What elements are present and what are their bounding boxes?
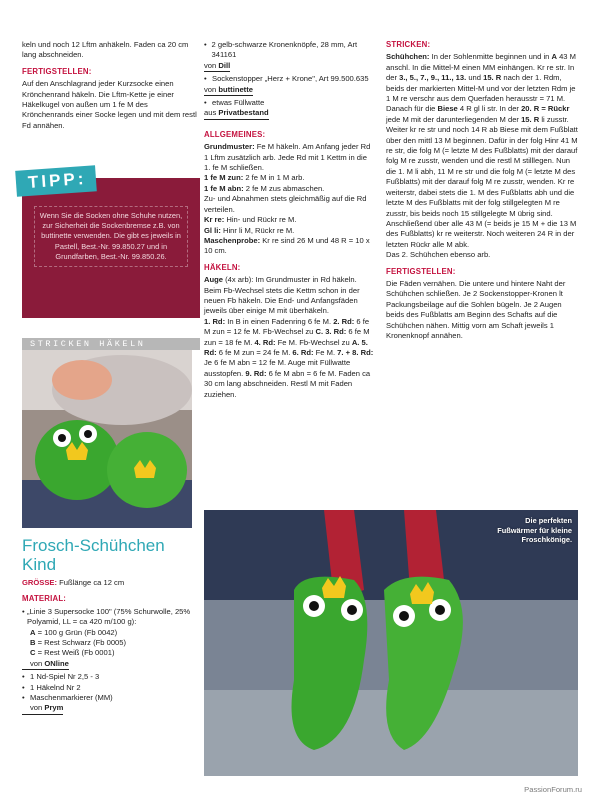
brand-dill: Dill (218, 60, 231, 70)
color-b-key: B (30, 638, 36, 648)
fertig-heading-3: FERTIGSTELLEN: (386, 266, 456, 276)
color-c: = Rest Weiß (Fb 0001) (35, 648, 115, 658)
zun-text: 2 fe M in 1 M arb. (243, 173, 305, 183)
zu-abn-text: Zu- und Abnahmen stets gleichmäßig auf die Rd verteilen. (204, 194, 367, 214)
intro-text: keln und noch 12 Lftm anhäkeln. Faden ca 20 cm lang abschneiden. (22, 40, 189, 60)
gl-text: Hinr li M, Rückr re M. (220, 225, 295, 235)
grundmuster-label: Grundmuster: (204, 142, 255, 152)
schuehchen-text: Schühchen: In der Sohlenmitte beginnen und in A 43 M anschl. In die Mittel-M einen MM einhängen. Kr re str. In der 3., 5., 7., 9., 11., 13. und 15. R nach der 1. Rdm, beids der markierten Mittel-M und vor der letzten Rdm je 1 M re verschr aus dem Querfaden herausstr = 71 M. Danach für die Biese 4 R gl li str. In der 20. R = Rückr jede M mit der darunterliegenden M der 15. R li zusstr. Weiter kr re str und noch 14 R ab Biese mit dem Fußblatt über den mittl 13 M beginnen. Dafür in der folg Hinr 41 M re str, die folg M (= letzte M des Fußblatts) mit der darauf folg M re zusstr, wenden und die restl M stilllegen. Nun die 1. M li abh, 11 M re str und die folg M (= letzte M des Fußblatts) mit der darauf folg M re zusstr, wenden. Kr re weiterstr, dabei stets die 1. M des Fußblatts abh und die letzte M des Fußblatts mit der folg stillgelegten M re zusstr, bis beids noch 15 stillgelegte M übrig sind. Anschließend über alle 43 M (= beids je 15 M + die 13 M des Fußblatts) kr re weiterstr. Noch weiteren 24 R in der letzten Rückr alle M abk. (386, 52, 578, 249)
gl-label: Gl li: (204, 225, 221, 235)
fertig-text-3: Die Fäden vernähen. Die untere und hintere Naht der Schühchen schließen. Je 2 Sockenstopper-Kronen lt Packungsbeilage auf die Sohlen bügeln. Je 2 Augen beids des Fußblatts am Beginn des Schafts auf die Schühchen nähen. Mittig vorn am Schaft jeweils 1 Kronenknopf annähen. (386, 278, 566, 340)
color-c-key: C (30, 648, 36, 658)
tipp-badge: TIPP: (15, 165, 97, 197)
category-label: STRICKEN HÄKELN (22, 338, 200, 350)
groesse-value: Fußlänge ca 12 cm (59, 578, 125, 587)
brand-prym: Prym (44, 703, 64, 713)
von-label: von (30, 658, 43, 668)
photo-caption: Die perfekten Fußwärmer für kleine Froschkönige. (497, 516, 572, 545)
frog-slippers-illustration (204, 510, 578, 776)
frog-slippers-photo (204, 510, 578, 776)
material-1: „Linie 3 Supersocke 100" (75% Schurwolle, 25% Polyamid, LL = ca 420 m/100 g): (27, 606, 191, 627)
column-3 (386, 40, 578, 347)
material-3: 1 Häkelnd Nr 2 (30, 682, 81, 692)
abn-text: 2 fe M zus abmaschen. (243, 183, 325, 193)
maschenprobe-label: Maschenprobe: (204, 235, 261, 245)
tipp-box (22, 168, 200, 318)
column-1-material: GRÖSSE: Fußlänge ca 12 cm MATERIAL: • „Linie 3 Supersocke 100" (75% Schurwolle, 25% Polyamid, LL = ca 420 m/100 g): A = 100 g Grün (Fb 0042) B = Rest Schwarz (Fb 0005) C = Rest Weiß (Fb 0001) von ONline • 1 Nd-Spiel Nr 2,5 - 3 • 1 Häkelnd Nr 2 • Maschenmarkierer (MM) von Prym (22, 578, 200, 715)
column-2: • 2 gelb-schwarze Kronenknöpfe, 28 mm, Art 341161 von Dill • Sockenstopper „Herz + Krone", Art 99.500.635 von buttinette • etwas Füllwatte aus Privatbestand ALLGEMEINES: Grundmuster: Fe M häkeln. Am Anfang jeder Rd 1 Lftm zusätzlich arb. Jede Rd mit 1 Kettm in die 1. fe M schließen. 1 fe M zun: 2 fe M in 1 M arb. 1 fe M abn: 2 fe M zus abmaschen. Zu- und Abnahmen stets gleichmäßig auf die Rd verteilen. Kr re: Hin- und Rückr re M. Gl li: Hinr li M, Rückr re M. Maschenprobe: Kr re sind 26 M und 48 R = 10 x 10 cm. HÄKELN: Auge (4x arb): Im Grundmuster in Rd häkeln. Beim Fb-Wechsel stets die Kettm schon in der neuen Fb häkeln. Die End- und Anfangsfäden jeweils über einige M mit überhäkeln. 1. Rd: In B in einen Fadenring 6 fe M. 2. Rd: 6 fe M zun = 12 fe M. Fb-Wechsel zu C. 3. Rd: 6 fe M zun = 18 fe M. 4. Rd: Fe M. Fb-Wechsel zu A. 5. Rd: 6 fe M zun = 24 fe M. 6. Rd: Fe M. 7. + 8. Rd: Je 6 fe M abn = 12 fe M. Auge mit Füllwatte ausstopfen. 9. Rd: 6 fe M abn = 6 fe M. Faden ca 30 cm lang abschneiden. Restl M mit Faden zuziehen. (204, 40, 374, 399)
color-a-key: A (30, 627, 36, 637)
von-dill: von (204, 60, 217, 70)
tipp-text: Wenn Sie die Socken ohne Schuhe nutzen, zur Sicherheit die Sockenbremse z.B. von buttinette verwenden. Die gibt es jeweils in Pastell, Best.-Nr. 99.850.27 und in Grundfarben, Best.-Nr. 99.850.26. (34, 206, 188, 267)
baby-frog-photo (22, 350, 192, 528)
column-1 (22, 40, 200, 137)
kr-text: Hin- und Rückr re M. (224, 215, 297, 225)
aus-label: aus (204, 108, 217, 118)
brand-online: ONline (44, 658, 69, 668)
auge-label: Auge (204, 275, 223, 285)
fertig-text-1: Auf den Anschlagrand jeder Kurzsocke einen Krönchenrand häkeln. Die Lftm-Kette je einer Häkelkugel von außen um 1 fe M des Krönchenrands einer Socke legen und mit dem restl Fd annähen. (22, 79, 197, 130)
pattern-title: Frosch-Schühchen Kind (22, 536, 165, 574)
color-a: = 100 g Grün (Fb 0042) (35, 627, 118, 637)
material-5: 2 gelb-schwarze Kronenknöpfe, 28 mm, Art 341161 (211, 40, 358, 60)
groesse-label: GRÖSSE: (22, 578, 58, 587)
color-b: = Rest Schwarz (Fb 0005) (35, 638, 127, 648)
von-label-2: von (30, 703, 43, 713)
material-2: 1 Nd-Spiel Nr 2,5 - 3 (30, 672, 100, 682)
maschenprobe-text: Kr re sind 26 M und 48 R = 10 x 10 cm. (204, 235, 370, 256)
grundmuster-text: Fe M häkeln. Am Anfang jeder Rd 1 Lftm zusätzlich arb. Jede Rd mit 1 Kettm in die 1. fe M schließen. (204, 142, 371, 173)
watermark: PassionForum.ru (524, 785, 582, 794)
auge-text: (4x arb): Im Grundmuster in Rd häkeln. Beim Fb-Wechsel stets die Kettm schon in der neuen Fb häkeln. Die End- und Anfangsfäden jeweils über einige M mit überhäkeln. (204, 275, 360, 316)
baby-frog-illustration (22, 350, 192, 528)
second-shoe-text: Das 2. Schühchen ebenso arb. (386, 250, 491, 260)
von-buttinette: von (204, 84, 217, 94)
zun-label: 1 fe M zun: (204, 173, 244, 183)
material-4: Maschenmarkierer (MM) (30, 693, 113, 703)
fertig-heading-1: FERTIGSTELLEN: (22, 66, 92, 76)
allgemeines-heading: ALLGEMEINES: (204, 129, 266, 139)
material-6: Sockenstopper „Herz + Krone", Art 99.500.635 (212, 74, 369, 84)
brand-buttinette: buttinette (218, 84, 253, 94)
privatbestand: Privatbestand (218, 108, 269, 118)
kr-label: Kr re: (204, 215, 225, 225)
rounds-text: 1. Rd: In B in einen Fadenring 6 fe M. 2. Rd: 6 fe M zun = 12 fe M. Fb-Wechsel zu C. 3. Rd: 6 fe M zun = 18 fe M. 4. Rd: Fe M. Fb-Wechsel zu A. 5. Rd: 6 fe M zun = 24 fe M. 6. Rd: Fe M. 7. + 8. Rd: Je 6 fe M abn = 12 fe M. Auge mit Füllwatte ausstopfen. 9. Rd: 6 fe M abn = 6 fe M. Faden ca 30 cm lang abschneiden. Restl M mit Faden zuziehen. (204, 316, 374, 399)
material-7: etwas Füllwatte (212, 98, 265, 108)
stricken-heading: STRICKEN: (386, 40, 431, 49)
material-heading: MATERIAL: (22, 594, 67, 604)
haekeln-heading: HÄKELN: (204, 262, 241, 272)
abn-label: 1 fe M abn: (204, 183, 244, 193)
